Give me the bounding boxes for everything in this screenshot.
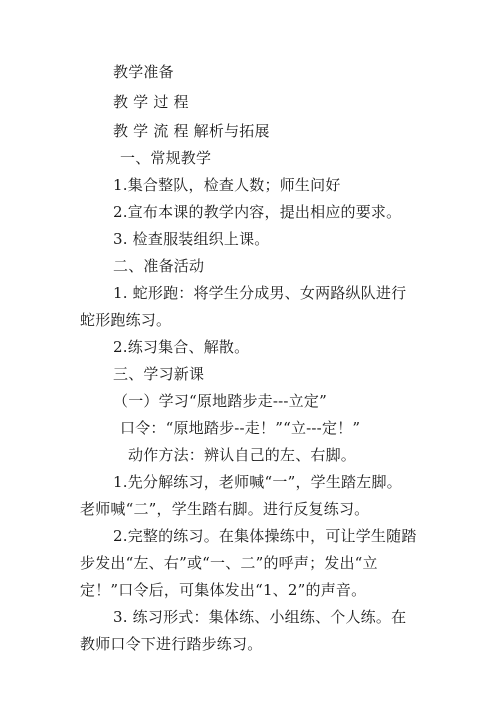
section-warm-up: 二、准备活动 (113, 257, 205, 275)
paragraph-line: 步发出“左、右”或“一、二”的呼声；发出“立 (80, 554, 378, 572)
paragraph-line: 1.集合整队，检查人数；师生问好 (113, 176, 341, 194)
section-new-lesson: 三、学习新课 (113, 365, 205, 383)
paragraph-line: 教师口令下进行踏步练习。 (80, 635, 263, 653)
paragraph-line: 蛇形跑练习。 (80, 311, 172, 329)
paragraph-line: 3. 检查服装组织上课。 (113, 230, 270, 248)
heading-teaching-process: 教 学 过 程 (113, 93, 189, 111)
section-routine-teaching: 一、常规教学 (120, 149, 212, 167)
paragraph-line: 口令：“原地踏步--走！”“立---定！” (120, 419, 361, 437)
paragraph-line: 动作方法：辨认自己的左、右脚。 (128, 446, 357, 464)
subsection-marching: （一）学习“原地踏步走---立定” (113, 392, 327, 410)
heading-teaching-preparation: 教学准备 (113, 63, 174, 81)
paragraph-line: 1.先分解练习，老师喊“一”，学生踏左脚。 (113, 473, 402, 491)
paragraph-line: 定！”口令后，可集体发出“1、2”的声音。 (80, 581, 367, 599)
heading-teaching-flow: 教 学 流 程 解析与拓展 (113, 122, 270, 140)
paragraph-line: 2.完整的练习。在集体操练中，可让学生随踏 (113, 527, 417, 545)
paragraph-line: 2.练习集合、解散。 (113, 338, 250, 356)
paragraph-line: 老师喊“二”，学生踏右脚。进行反复练习。 (80, 500, 370, 518)
paragraph-line: 3. 练习形式：集体练、小组练、个人练。在 (113, 608, 407, 626)
paragraph-line: 2.宣布本课的教学内容，提出相应的要求。 (113, 203, 402, 221)
paragraph-line: 1. 蛇形跑：将学生分成男、女两路纵队进行 (113, 284, 407, 302)
